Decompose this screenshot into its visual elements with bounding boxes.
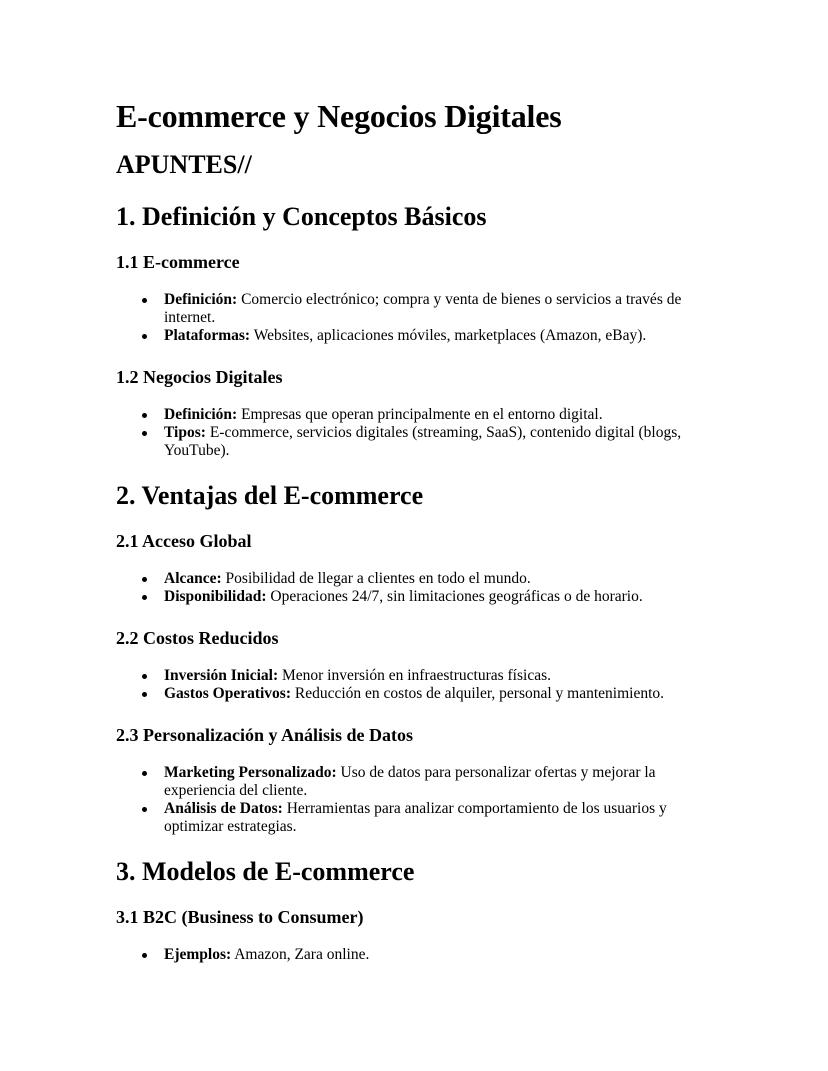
list-item bbox=[164, 588, 716, 606]
list-item bbox=[164, 570, 716, 588]
list-item-text: Operaciones 24/7, sin limitaciones geográficas o de horario. bbox=[266, 588, 643, 605]
section-heading: 3. Modelos de E-commerce bbox=[116, 857, 415, 886]
list-item-term: Alcance: bbox=[164, 570, 222, 587]
subsection-heading: 2.2 Costos Reducidos bbox=[116, 628, 279, 648]
list-item-term: Definición: bbox=[164, 291, 238, 308]
list-item-text: Reducción en costos de alquiler, personal y mantenimiento. bbox=[291, 685, 665, 702]
list-item-text: Amazon, Zara online. bbox=[231, 946, 370, 963]
bullet-list bbox=[116, 946, 716, 964]
list-item-text: Empresas que operan principalmente en el entorno digital. bbox=[237, 406, 603, 423]
list-item-term: Gastos Operativos: bbox=[164, 685, 292, 702]
list-item-term: Análisis de Datos: bbox=[164, 800, 283, 817]
list-item-term: Tipos: bbox=[164, 424, 206, 441]
list-item-text: Comercio electrónico; compra y venta de bienes o servicios a través de internet. bbox=[164, 291, 682, 326]
list-item bbox=[164, 424, 716, 460]
subsection-heading: 1.2 Negocios Digitales bbox=[116, 367, 283, 387]
list-item-term: Ejemplos: bbox=[164, 946, 232, 963]
list-item bbox=[164, 800, 716, 836]
bullet-list bbox=[116, 291, 716, 345]
document-title: E-commerce y Negocios Digitales bbox=[116, 98, 562, 134]
list-item-term: Definición: bbox=[164, 406, 238, 423]
list-item bbox=[164, 946, 716, 964]
list-item-term: Plataformas: bbox=[164, 327, 251, 344]
list-item-text: Menor inversión en infraestructuras físicas. bbox=[278, 667, 551, 684]
list-item bbox=[164, 327, 716, 345]
section-heading: 1. Definición y Conceptos Básicos bbox=[116, 202, 487, 231]
document-page bbox=[116, 96, 716, 964]
list-item-text: Herramientas para analizar comportamiento de los usuarios y optimizar estrategias. bbox=[164, 800, 667, 835]
bullet-list bbox=[116, 667, 716, 703]
section-heading: 2. Ventajas del E-commerce bbox=[116, 481, 424, 510]
list-item-term: Inversión Inicial: bbox=[164, 667, 279, 684]
bullet-list bbox=[116, 406, 716, 460]
subsection-heading: 2.3 Personalización y Análisis de Datos bbox=[116, 725, 414, 745]
bullet-list bbox=[116, 570, 716, 606]
list-item-text: Posibilidad de llegar a clientes en todo el mundo. bbox=[221, 570, 531, 587]
bullet-list bbox=[116, 764, 716, 836]
list-item bbox=[164, 291, 716, 327]
list-item bbox=[164, 764, 716, 800]
list-item-term: Marketing Personalizado: bbox=[164, 764, 337, 781]
subsection-heading: 1.1 E-commerce bbox=[116, 252, 240, 272]
list-item-term: Disponibilidad: bbox=[164, 588, 267, 605]
list-item bbox=[164, 685, 716, 703]
subsection-heading: 2.1 Acceso Global bbox=[116, 531, 252, 551]
list-item-text: Uso de datos para personalizar ofertas y mejorar la experiencia del cliente. bbox=[164, 764, 656, 799]
list-item-text: E-commerce, servicios digitales (streaming, SaaS), contenido digital (blogs, YouTube). bbox=[164, 424, 682, 459]
list-item bbox=[164, 406, 716, 424]
document-subtitle: APUNTES// bbox=[116, 150, 252, 179]
subsection-heading: 3.1 B2C (Business to Consumer) bbox=[116, 907, 364, 927]
list-item-text: Websites, aplicaciones móviles, marketplaces (Amazon, eBay). bbox=[250, 327, 647, 344]
list-item bbox=[164, 667, 716, 685]
